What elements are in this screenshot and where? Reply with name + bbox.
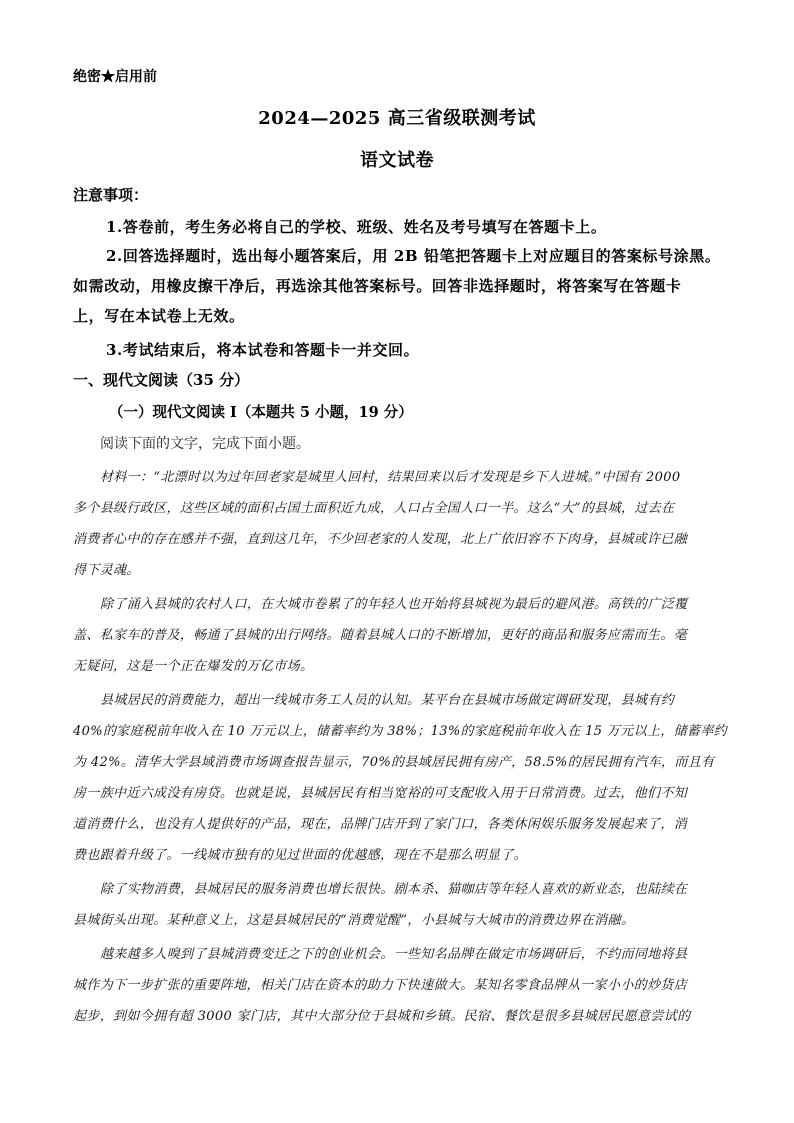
paper-subtitle: 语文试卷 (360, 150, 434, 171)
reading-instruction: 阅读下面的文字，完成下面小题。 (100, 436, 310, 452)
notice-line: 3.考试结束后，将本试卷和答题卡一并交回。 (106, 341, 420, 359)
article-line: 县城街头出现。某种意义上，这是县城居民的“消费觉醒”，小县城与大城市的消费边界在消融。 (73, 913, 635, 928)
article-line: 越来越多人嗅到了县城消费变迁之下的创业机会。一些知名品牌在做定市场调研后，不约而同地将县 (100, 947, 688, 962)
article-line: 县城居民的消费能力，超出一线城市务工人员的认知。某平台在县城市场做定调研发现，县城有约 (100, 693, 675, 708)
subsection-heading: （一）现代文阅读 I（本题共 5 小题，19 分） (109, 404, 413, 421)
notice-line: 1.答卷前，考生务必将自己的学校、班级、姓名及考号填写在答题卡上。 (106, 218, 607, 236)
article-line: 材料一：“北漂时以为过年回老家是城里人回村，结果回来以后才发现是乡下人进城。”中国有 2000 (100, 470, 681, 485)
confidential-label: 绝密★启用前 (73, 69, 157, 85)
article-line: 除了涌入县城的农村人口，在大城市卷累了的年轻人也开始将县城视为最后的避风港。高铁的广泛覆 (100, 597, 688, 612)
article-line: 城作为下一步扩张的重要阵地，相关门店在资本的助力下快速做大。某知名零食品牌从一家小小的炒货店 (73, 978, 688, 993)
article-line: 道消费什么，也没有人提供好的产品，现在，品牌门店开到了家门口，各类休闲娱乐服务发展起来了，消 (73, 817, 688, 832)
article-line: 消费者心中的存在感并不强，直到这几年，不少回老家的人发现，北上广依旧容不下肉身，县城或许已融 (73, 532, 688, 547)
article-line: 房一族中近六成没有房贷。也就是说，县城居民有相当宽裕的可支配收入用于日常消费。过去，他们不知 (73, 786, 688, 801)
notice-line: 2.回答选择题时，选出每小题答案后，用 2B 铅笔把答题卡上对应题目的答案标号涂黑。 (106, 247, 721, 265)
notice-line: 如需改动，用橡皮擦干净后，再选涂其他答案标号。回答非选择题时，将答案写在答题卡 (73, 277, 682, 295)
article-line: 费也跟着升级了。一线城市独有的见过世面的优越感，现在不是那么明显了。 (73, 848, 527, 863)
article-line: 为 42%。清华大学县域消费市场调查报告显示，70%的县域居民拥有房产，58.5%的居民拥有汽车，而且有 (73, 755, 715, 770)
article-line: 多个县级行政区，这些区域的面积占国土面积近九成，人口占全国人口一半。这么“大”的县城，过去在 (73, 501, 675, 516)
notice-line: 上，写在本试卷上无效。 (73, 307, 245, 325)
article-line: 无疑问，这是一个正在爆发的万亿市场。 (73, 659, 314, 674)
article-line: 起步，到如今拥有超 3000 家门店，其中大部分位于县城和乡镇。民宿、餐饮是很多县城居民愿意尝试的 (73, 1009, 691, 1024)
exam-title: 2024—2025 高三省级联测考试 (258, 108, 536, 129)
article-line: 40%的家庭税前年收入在 10 万元以上，储蓄率约为 38%；13%的家庭税前年收入在 15 万元以上，储蓄率约 (73, 724, 728, 739)
article-line: 得下灵魂。 (73, 563, 140, 578)
article-line: 盖、私家车的普及，畅通了县城的出行网络。随着县城人口的不断增加，更好的商品和服务应需而生。毫 (73, 628, 688, 643)
notice-heading: 注意事项： (73, 186, 149, 204)
section-heading: 一、现代文阅读（35 分） (73, 371, 250, 389)
article-line: 除了实物消费，县城居民的服务消费也增长很快。剧本杀、猫咖店等年轻人喜欢的新业态，也陆续在 (100, 882, 688, 897)
